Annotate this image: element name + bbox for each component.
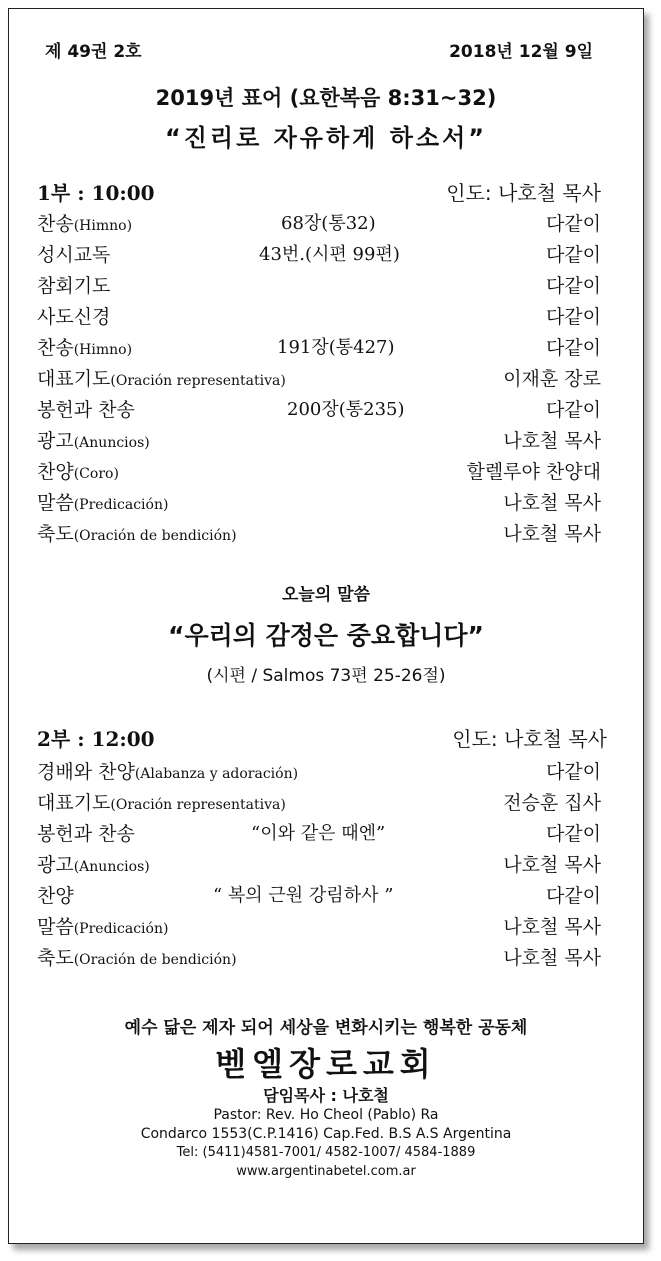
item-name: 봉헌과 찬송	[37, 399, 135, 421]
item-performer: 다같이	[545, 885, 601, 907]
pastor-korean: 담임목사 : 나호철	[263, 1086, 389, 1105]
service1-item	[9, 457, 643, 487]
service2-item	[9, 850, 643, 880]
item-performer: 나호철 목사	[503, 430, 601, 452]
service2-leader: 인도: 나호철 목사	[452, 727, 607, 751]
item-name: 축도(Oración de bendición)	[37, 947, 237, 969]
service1-item	[9, 426, 643, 456]
item-performer: 나호철 목사	[503, 854, 601, 876]
service1-item	[9, 364, 643, 394]
item-performer: 나호철 목사	[503, 492, 601, 514]
item-performer: 다같이	[545, 761, 601, 783]
item-name: 대표기도(Oración representativa)	[37, 792, 286, 814]
service1-item	[9, 271, 643, 301]
item-detail: 200장(통235)	[287, 399, 405, 420]
item-name: 사도신경	[37, 306, 111, 328]
item-performer: 할렐루야 찬양대	[466, 461, 601, 483]
item-performer: 다같이	[545, 306, 601, 328]
item-detail: “이와 같은 때엔”	[251, 823, 386, 844]
service2-item	[9, 943, 643, 973]
service1-item	[9, 519, 643, 549]
church-phone: Tel: (5411)4581-7001/ 4582-1007/ 4584-1889	[176, 1145, 476, 1160]
service2-item	[9, 788, 643, 818]
service2-item	[9, 757, 643, 787]
item-name: 찬양(Coro)	[37, 461, 119, 483]
service1-item	[9, 488, 643, 518]
item-name: 찬송(Himno)	[37, 337, 133, 359]
sermon-label: 오늘의 말씀	[281, 585, 371, 605]
item-performer: 다같이	[545, 275, 601, 297]
item-name: 광고(Anuncios)	[37, 854, 150, 876]
item-name: 봉헌과 찬송	[37, 823, 135, 845]
bulletin-date: 2018년 12월 9일	[449, 42, 593, 62]
item-performer: 나호철 목사	[503, 947, 601, 969]
item-name: 말씀(Predicación)	[37, 492, 169, 514]
item-performer: 다같이	[545, 213, 601, 235]
item-name: 대표기도(Oración representativa)	[37, 368, 286, 390]
item-performer: 나호철 목사	[503, 523, 601, 545]
item-performer: 다같이	[545, 244, 601, 266]
church-slogan: 예수 닮은 제자 되어 세상을 변화시키는 행복한 공동체	[124, 1018, 528, 1038]
service1-item	[9, 209, 643, 239]
church-website[interactable]: www.argentinabetel.com.ar	[236, 1164, 416, 1179]
item-name: 경배와 찬양(Alabanza y adoración)	[37, 761, 299, 783]
church-name: 벧엘장로교회	[215, 1045, 437, 1083]
item-performer: 다같이	[545, 823, 601, 845]
item-detail: 43번.(시편 99편)	[259, 244, 400, 265]
service1-leader: 인도: 나호철 목사	[446, 181, 601, 205]
item-detail: 191장(통427)	[277, 337, 395, 358]
item-performer: 전승훈 집사	[503, 792, 601, 814]
item-name: 축도(Oración de bendición)	[37, 523, 237, 545]
item-name: 성시교독	[37, 244, 111, 266]
item-name: 찬양	[37, 885, 74, 907]
volume-number: 제 49권 2호	[45, 42, 142, 62]
item-performer: 다같이	[545, 399, 601, 421]
item-detail: 68장(통32)	[281, 213, 376, 234]
item-name: 광고(Anuncios)	[37, 430, 150, 452]
item-name: 말씀(Predicación)	[37, 916, 169, 938]
service1-item	[9, 333, 643, 363]
item-name: 참회기도	[37, 275, 111, 297]
motto-reference: 2019년 표어 (요한복음 8:31~32)	[155, 86, 497, 110]
item-name: 찬송(Himno)	[37, 213, 133, 235]
item-performer: 이재훈 장로	[503, 368, 601, 390]
sermon-title: “우리의 감정은 중요합니다”	[168, 621, 484, 650]
service1-item	[9, 395, 643, 425]
item-performer: 다같이	[545, 337, 601, 359]
service1-item	[9, 302, 643, 332]
sermon-scripture: (시편 / Salmos 73편 25-26절)	[206, 666, 446, 686]
service1-title: 1부 : 10:00	[37, 181, 155, 205]
item-performer: 나호철 목사	[503, 916, 601, 938]
motto-text: “진리로 자유하게 하소서”	[164, 124, 488, 152]
item-detail: “ 복의 근원 강림하사 ”	[213, 885, 394, 906]
service1-item	[9, 240, 643, 270]
church-address: Condarco 1553(C.P.1416) Cap.Fed. B.S A.S Argentina	[140, 1126, 512, 1142]
service2-item	[9, 819, 643, 849]
service2-title: 2부 : 12:00	[37, 727, 155, 751]
pastor-name: Pastor: Rev. Ho Cheol (Pablo) Ra	[213, 1107, 439, 1123]
bulletin-page	[8, 8, 644, 1244]
service2-item	[9, 881, 643, 911]
service2-item	[9, 912, 643, 942]
